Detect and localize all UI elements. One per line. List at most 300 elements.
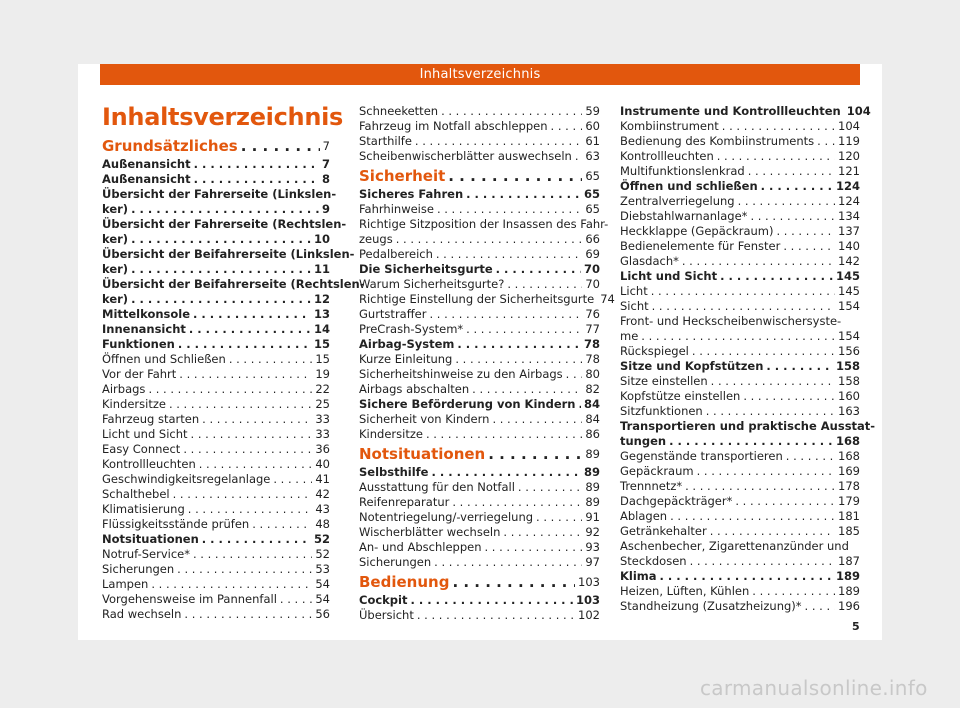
page-header-banner: Inhaltsverzeichnis <box>100 64 860 85</box>
toc-entry-title: Reifenreparatur <box>359 495 450 509</box>
dot-leader <box>396 232 583 247</box>
toc-entry-title: Airbag-System <box>359 337 455 351</box>
dot-leader <box>131 292 311 307</box>
toc-page-number: 168 <box>835 434 860 448</box>
dot-leader <box>229 352 313 367</box>
dot-leader <box>194 157 319 172</box>
toc-entry-text-line: Übersicht der Fahrerseite (Rechtslen- <box>102 217 347 231</box>
toc-entry[interactable] <box>359 412 600 427</box>
toc-entry[interactable] <box>620 119 860 134</box>
toc-page-number: 84 <box>583 397 600 411</box>
toc-entry-title: Scheibenwischerblätter auswechseln <box>359 149 572 163</box>
toc-entry-title: Instrumente und Kontrollleuchten <box>620 104 841 118</box>
dot-leader <box>783 239 835 254</box>
toc-column-3 <box>620 104 876 614</box>
toc-page-number: 145 <box>838 284 860 298</box>
dot-leader <box>183 442 312 457</box>
toc-entry-title: Die Sicherheitsgurte <box>359 262 493 276</box>
toc-page-number: 63 <box>585 149 600 163</box>
toc-entry-title: Heizen, Lüften, Kühlen <box>620 584 750 598</box>
toc-page-number: 80 <box>585 367 600 381</box>
dot-leader <box>280 592 312 607</box>
toc-entry-title: Außenansicht <box>102 172 191 186</box>
toc-entry-title: Sicherheitshinweise zu den Airbags <box>359 367 563 381</box>
toc-page-number: 103 <box>578 575 600 589</box>
toc-entry-title: Mittelkonsole <box>102 307 191 321</box>
toc-entry-title: Ausstattung für den Notfall <box>359 480 515 494</box>
toc-page-number: 142 <box>838 254 860 268</box>
toc-entry-title: Gegenstände transportieren <box>620 449 783 463</box>
toc-entry[interactable] <box>359 367 600 382</box>
dot-leader <box>669 434 833 449</box>
toc-entry-title: Sitzfunktionen <box>620 404 703 418</box>
toc-entry[interactable] <box>359 593 600 608</box>
toc-entry[interactable] <box>359 322 600 337</box>
toc-entry-title: Gurtstraffer <box>359 307 427 321</box>
toc-page-number: 181 <box>838 509 860 523</box>
toc-page-number: 13 <box>313 307 330 321</box>
dot-leader <box>641 329 835 344</box>
toc-entry-text-line: Übersicht der Fahrerseite (Linkslen- <box>102 187 337 201</box>
toc-entry-title: An- und Abschleppen <box>359 540 482 554</box>
dot-leader <box>173 487 313 502</box>
toc-page-number: 36 <box>315 442 330 456</box>
toc-entry-title: Notruf-Service* <box>102 547 190 561</box>
dot-leader <box>685 479 835 494</box>
toc-page-number: 154 <box>838 329 860 343</box>
dot-leader <box>805 599 836 614</box>
toc-entry[interactable] <box>359 202 600 217</box>
toc-entry[interactable] <box>102 442 330 457</box>
dot-leader <box>436 247 582 262</box>
toc-entry[interactable] <box>102 187 337 217</box>
dot-leader <box>241 137 320 156</box>
dot-leader <box>752 584 835 599</box>
toc-page-number: 168 <box>838 449 860 463</box>
dot-leader <box>448 167 582 186</box>
dot-leader <box>496 262 581 277</box>
toc-page-number: 163 <box>838 404 860 418</box>
toc-entry-title: Übersicht <box>359 608 414 622</box>
toc-entry[interactable] <box>359 480 600 495</box>
toc-entry-title: Diebstahlwarnanlage* <box>620 209 748 223</box>
toc-entry[interactable] <box>102 157 330 172</box>
toc-entry-title: Fahrzeug starten <box>102 412 200 426</box>
toc-page-number: 65 <box>583 187 600 201</box>
toc-entry[interactable] <box>620 239 860 254</box>
toc-page-number: 89 <box>583 465 600 479</box>
toc-entry[interactable] <box>620 299 860 314</box>
toc-entry[interactable] <box>620 194 860 209</box>
toc-page-number: 134 <box>838 209 860 223</box>
toc-entry[interactable] <box>102 502 330 517</box>
toc-page-number: 65 <box>585 202 600 216</box>
dot-leader <box>692 344 835 359</box>
toc-entry-title: Flüssigkeitsstände prüfen <box>102 517 250 531</box>
toc-entry[interactable] <box>620 344 860 359</box>
toc-entry[interactable] <box>359 104 600 119</box>
toc-entry[interactable] <box>620 134 860 149</box>
dot-leader <box>466 322 582 337</box>
toc-entry-title: Starthilfe <box>359 134 412 148</box>
toc-entry[interactable] <box>102 472 330 487</box>
watermark: carmanualsonline.info <box>700 676 928 700</box>
toc-entry[interactable] <box>102 457 330 472</box>
dot-leader <box>252 517 312 532</box>
toc-entry-title: Kombiinstrument <box>620 119 719 133</box>
toc-entry-title: ker) <box>102 262 129 276</box>
toc-entry[interactable] <box>359 217 609 247</box>
dot-leader <box>131 232 311 247</box>
dot-leader <box>177 562 312 577</box>
dot-leader <box>199 457 313 472</box>
dot-leader <box>202 532 311 547</box>
toc-page-number: 93 <box>585 540 600 554</box>
toc-entry[interactable] <box>620 374 860 389</box>
toc-page-number: 9 <box>321 202 330 216</box>
toc-page-number: 140 <box>838 239 860 253</box>
dot-leader <box>179 367 312 382</box>
toc-entry-title: Steckdosen <box>620 554 687 568</box>
toc-page-number: 169 <box>838 464 860 478</box>
toc-entry[interactable] <box>620 404 860 419</box>
toc-entry-title: Multifunktionslenkrad <box>620 164 745 178</box>
toc-page-number: 104 <box>846 104 871 118</box>
toc-entry-title: Sitze einstellen <box>620 374 708 388</box>
dot-leader <box>766 359 833 374</box>
toc-entry[interactable] <box>620 314 860 344</box>
toc-entry[interactable] <box>620 284 860 299</box>
dot-leader <box>452 573 575 592</box>
dot-leader <box>660 569 833 584</box>
toc-entry[interactable] <box>102 367 330 382</box>
toc-section-heading[interactable] <box>359 573 600 592</box>
toc-entry[interactable] <box>620 164 860 179</box>
toc-page-number: 25 <box>315 397 330 411</box>
toc-entry-title: Selbsthilfe <box>359 465 429 479</box>
toc-entry[interactable] <box>620 104 871 119</box>
dot-leader <box>711 374 835 389</box>
toc-entry[interactable] <box>359 608 600 623</box>
toc-entry[interactable] <box>102 517 330 532</box>
toc-page-number: 11 <box>313 262 330 276</box>
dot-leader <box>551 119 583 134</box>
dot-leader <box>429 307 582 322</box>
toc-entry-title: Kindersitze <box>359 427 423 441</box>
toc-entry[interactable] <box>102 337 330 352</box>
toc-entry[interactable] <box>359 555 600 570</box>
toc-entry[interactable] <box>102 607 330 622</box>
dot-leader <box>722 119 835 134</box>
toc-entry[interactable] <box>620 269 860 284</box>
toc-page-number: 52 <box>315 547 330 561</box>
toc-entry[interactable] <box>620 479 860 494</box>
toc-entry[interactable] <box>359 277 600 292</box>
dot-leader <box>415 134 582 149</box>
toc-entry[interactable] <box>102 322 330 337</box>
dot-leader <box>710 524 835 539</box>
dot-leader <box>169 397 312 412</box>
toc-entry[interactable] <box>102 532 330 547</box>
toc-page-number: 86 <box>585 427 600 441</box>
toc-entry-title: Sicherungen <box>102 562 175 576</box>
dot-leader <box>466 187 581 202</box>
toc-entry-text-line: Übersicht der Beifahrerseite (Rechtslen- <box>102 277 365 291</box>
toc-entry-title: Klimatisierung <box>102 502 185 516</box>
dot-leader <box>131 262 311 277</box>
toc-page-number: 52 <box>313 532 330 546</box>
toc-page-number: 53 <box>315 562 330 576</box>
toc-page-number: 145 <box>835 269 860 283</box>
toc-entry-title: me <box>620 329 639 343</box>
toc-entry-title: Öffnen und Schließen <box>102 352 226 366</box>
toc-page-number: 189 <box>835 569 860 583</box>
toc-entry[interactable] <box>620 539 860 569</box>
toc-page-number: 89 <box>585 447 600 461</box>
toc-entry-title: Bedienung des Kombiinstruments <box>620 134 815 148</box>
toc-entry[interactable] <box>359 134 600 149</box>
toc-page-number: 74 <box>600 292 615 306</box>
dot-leader <box>743 389 835 404</box>
toc-entry[interactable] <box>620 209 860 224</box>
toc-entry-title: Rückspiegel <box>620 344 689 358</box>
toc-entry-title: Cockpit <box>359 593 408 607</box>
dot-leader <box>426 427 582 442</box>
toc-entry[interactable] <box>359 397 600 412</box>
toc-entry[interactable] <box>359 427 600 442</box>
toc-entry[interactable] <box>620 179 860 194</box>
dot-leader <box>131 202 319 217</box>
toc-entry-title: Kurze Einleitung <box>359 352 453 366</box>
toc-entry-title: Heckklappe (Gepäckraum) <box>620 224 774 238</box>
toc-entry[interactable] <box>359 465 600 480</box>
toc-entry[interactable] <box>620 149 860 164</box>
toc-entry-title: Warum Sicherheitsgurte? <box>359 277 505 291</box>
toc-section-heading[interactable] <box>102 137 330 156</box>
toc-entry[interactable] <box>102 412 330 427</box>
toc-page-number: 15 <box>313 337 330 351</box>
dot-leader <box>202 412 312 427</box>
toc-section-heading[interactable] <box>359 167 600 186</box>
toc-entry-title: Kindersitze <box>102 397 166 411</box>
toc-entry[interactable] <box>102 307 330 322</box>
dot-leader <box>410 593 573 608</box>
toc-page-number: 121 <box>838 164 860 178</box>
toc-page-number: 187 <box>838 554 860 568</box>
dot-leader <box>566 367 583 382</box>
dot-leader <box>575 149 583 164</box>
toc-entry[interactable] <box>102 217 347 247</box>
dot-leader <box>536 510 582 525</box>
dot-leader <box>488 445 582 464</box>
toc-page-number: 61 <box>585 134 600 148</box>
toc-page-number: 65 <box>585 169 600 183</box>
toc-entry[interactable] <box>620 359 860 374</box>
toc-entry-title: Notentriegelung/-verriegelung <box>359 510 534 524</box>
toc-entry[interactable] <box>359 510 600 525</box>
dot-leader <box>761 179 833 194</box>
toc-page-number: 92 <box>585 525 600 539</box>
toc-entry-title: ker) <box>102 232 129 246</box>
toc-entry-title: Notsituationen <box>359 445 486 463</box>
toc-entry[interactable] <box>102 172 330 187</box>
toc-entry[interactable] <box>620 569 860 584</box>
toc-entry-title: Sicherungen <box>359 555 432 569</box>
toc-entry-title: Kontrollleuchten <box>620 149 714 163</box>
dot-leader <box>735 494 835 509</box>
toc-entry[interactable] <box>620 509 860 524</box>
dot-leader <box>417 608 575 623</box>
toc-entry[interactable] <box>102 562 330 577</box>
toc-page-number: 124 <box>838 194 860 208</box>
toc-entry-text-line: Aschenbecher, Zigarettenanzünder und <box>620 539 849 553</box>
dot-leader <box>273 472 312 487</box>
toc-page-number: 119 <box>838 134 860 148</box>
dot-leader <box>189 322 311 337</box>
toc-page-number: 66 <box>585 232 600 246</box>
toc-page-number: 102 <box>578 608 600 622</box>
toc-entry-title: zeugs <box>359 232 393 246</box>
toc-entry-title: Fahrhinweise <box>359 202 434 216</box>
toc-entry[interactable] <box>359 292 615 307</box>
toc-entry[interactable] <box>102 592 330 607</box>
dot-leader <box>194 172 319 187</box>
toc-entry-title: PreCrash-System* <box>359 322 464 336</box>
toc-page-number: 185 <box>838 524 860 538</box>
toc-page-number: 33 <box>315 412 330 426</box>
toc-page-number: 12 <box>313 292 330 306</box>
toc-entry-title: Sicheres Fahren <box>359 187 464 201</box>
toc-entry-title: Funktionen <box>102 337 175 351</box>
toc-entry-title: Gepäckraum <box>620 464 694 478</box>
toc-entry[interactable] <box>620 419 876 449</box>
toc-page-number: 154 <box>838 299 860 313</box>
toc-entry-title: Außenansicht <box>102 157 191 171</box>
toc-entry[interactable] <box>102 352 330 367</box>
toc-entry[interactable] <box>102 247 355 277</box>
toc-entry[interactable] <box>359 525 600 540</box>
toc-page-number: 69 <box>585 247 600 261</box>
toc-entry-title: Innenansicht <box>102 322 186 336</box>
toc-entry-title: Schneeketten <box>359 104 439 118</box>
page-title: Inhaltsverzeichnis <box>102 103 344 131</box>
toc-entry-title: ker) <box>102 202 129 216</box>
dot-leader <box>652 299 835 314</box>
toc-page-number: 104 <box>838 119 860 133</box>
toc-page-number: 48 <box>315 517 330 531</box>
toc-entry[interactable] <box>359 247 600 262</box>
toc-section-heading[interactable] <box>359 445 600 464</box>
toc-page-number: 137 <box>838 224 860 238</box>
toc-entry-title: Vorgehensweise im Pannenfall <box>102 592 277 606</box>
toc-page-number: 19 <box>315 367 330 381</box>
toc-page-number: 54 <box>315 577 330 591</box>
toc-entry-title: Sitze und Kopfstützen <box>620 359 764 373</box>
toc-entry[interactable] <box>620 389 860 404</box>
toc-entry-title: Airbags <box>102 382 146 396</box>
toc-entry[interactable] <box>102 382 330 397</box>
toc-entry[interactable] <box>102 547 330 562</box>
toc-entry[interactable] <box>102 427 330 442</box>
toc-entry-title: Standheizung (Zusatzheizung)* <box>620 599 802 613</box>
dot-leader <box>507 277 582 292</box>
toc-entry[interactable] <box>102 577 330 592</box>
dot-leader <box>184 607 312 622</box>
toc-entry[interactable] <box>359 495 600 510</box>
toc-entry[interactable] <box>359 352 600 367</box>
toc-entry-title: Klima <box>620 569 657 583</box>
toc-entry-title: Licht <box>620 284 648 298</box>
toc-entry[interactable] <box>620 524 860 539</box>
toc-page-number: 8 <box>321 172 330 186</box>
toc-entry-title: Kontrollleuchten <box>102 457 196 471</box>
toc-entry[interactable] <box>102 487 330 502</box>
toc-page-number: 70 <box>583 262 600 276</box>
dot-leader <box>670 509 835 524</box>
dot-leader <box>455 352 582 367</box>
toc-entry[interactable] <box>359 119 600 134</box>
toc-entry-title: Licht und Sicht <box>102 427 188 441</box>
dot-leader <box>472 382 582 397</box>
toc-page-number: 156 <box>838 344 860 358</box>
toc-page-number: 76 <box>585 307 600 321</box>
toc-page-number: 97 <box>585 555 600 569</box>
toc-entry[interactable] <box>359 540 600 555</box>
toc-entry-title: Sicht <box>620 299 649 313</box>
toc-page-number: 89 <box>585 480 600 494</box>
toc-entry-title: Geschwindigkeitsregelanlage <box>102 472 271 486</box>
toc-entry-title: ker) <box>102 292 129 306</box>
dot-leader <box>431 465 581 480</box>
toc-page-number: 91 <box>585 510 600 524</box>
toc-page-number: 40 <box>315 457 330 471</box>
dot-leader <box>777 224 836 239</box>
dot-leader <box>738 194 835 209</box>
toc-entry[interactable] <box>102 277 365 307</box>
toc-entry[interactable] <box>620 494 860 509</box>
toc-page-number: 43 <box>315 502 330 516</box>
toc-page-number: 15 <box>315 352 330 366</box>
toc-entry[interactable] <box>359 149 600 164</box>
dot-leader <box>518 480 582 495</box>
toc-entry[interactable] <box>359 307 600 322</box>
toc-entry[interactable] <box>359 187 600 202</box>
toc-entry-text-line: Übersicht der Beifahrerseite (Linkslen- <box>102 247 355 261</box>
toc-entry[interactable] <box>620 254 860 269</box>
toc-entry-title: Dachgepäckträger* <box>620 494 733 508</box>
toc-entry[interactable] <box>620 584 860 599</box>
toc-entry[interactable] <box>620 224 860 239</box>
toc-entry[interactable] <box>620 599 860 614</box>
dot-leader <box>191 427 313 442</box>
toc-page-number: 10 <box>313 232 330 246</box>
dot-leader <box>750 209 835 224</box>
toc-page-number: 84 <box>585 412 600 426</box>
toc-entry-title: Richtige Einstellung der Sicherheitsgurte <box>359 292 595 306</box>
toc-page-number: 82 <box>585 382 600 396</box>
toc-entry[interactable] <box>102 397 330 412</box>
toc-page-number: 158 <box>835 359 860 373</box>
toc-entry[interactable] <box>359 337 600 352</box>
toc-page-number: 160 <box>838 389 860 403</box>
toc-entry[interactable] <box>359 382 600 397</box>
dot-leader <box>193 547 312 562</box>
toc-entry[interactable] <box>620 449 860 464</box>
toc-page-number: 158 <box>838 374 860 388</box>
toc-entry[interactable] <box>359 262 600 277</box>
toc-page-number: 59 <box>585 104 600 118</box>
toc-entry[interactable] <box>620 464 860 479</box>
